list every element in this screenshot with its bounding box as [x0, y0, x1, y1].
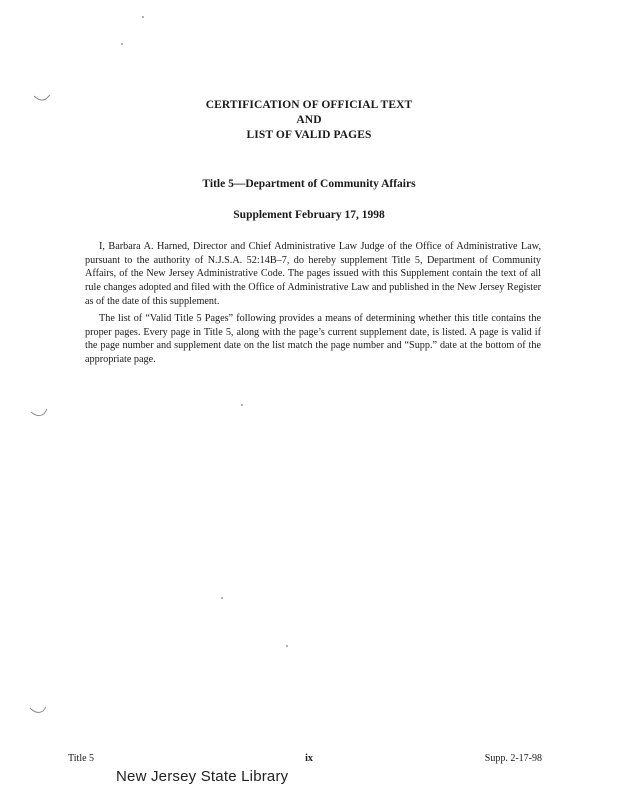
certification-heading-line-1: CERTIFICATION OF OFFICIAL TEXT: [205, 99, 413, 111]
binder-hole-mark: [30, 408, 48, 418]
certification-heading-line-2: AND: [296, 114, 322, 126]
footer-supplement-date: Supp. 2-17-98: [484, 753, 542, 764]
certification-paragraph: I, Barbara A. Harned, Director and Chief Administrative Law Judge of the Office of Administrative Law, pursuant to the authority of N.J.S.A. 52:14B–7, do hereby supplement Title 5, Department of Community Affairs, of the New Jersey Administrative Code. The pages issued with this Supplement contain the text of all rule changes adopted and filed with the Office of Administrative Law and published in the New Jersey Register as of the date of this supplement.: [85, 241, 541, 307]
supplement-date: Supplement February 17, 1998: [233, 209, 385, 221]
document-title: Title 5—Department of Community Affairs: [202, 178, 416, 190]
scan-speck: [286, 645, 288, 647]
scan-speck: [121, 43, 123, 45]
footer-page-number: ix: [305, 753, 313, 764]
footer-title: Title 5: [68, 753, 95, 764]
scan-speck: [241, 404, 243, 406]
binder-hole-mark: [29, 705, 47, 715]
scan-speck: [221, 597, 223, 599]
valid-pages-paragraph: The list of “Valid Title 5 Pages” following provides a means of determining whether this title contains the proper pages. Every page in Title 5, along with the page’s current supplement date, is listed. A page is valid if the page number and supplement date on the list match the page number and “Supp.” date at the bottom of the appropriate page.: [85, 313, 541, 366]
certification-heading-line-3: LIST OF VALID PAGES: [246, 129, 372, 141]
scan-speck: [142, 16, 144, 18]
library-stamp: New Jersey State Library: [116, 768, 289, 785]
